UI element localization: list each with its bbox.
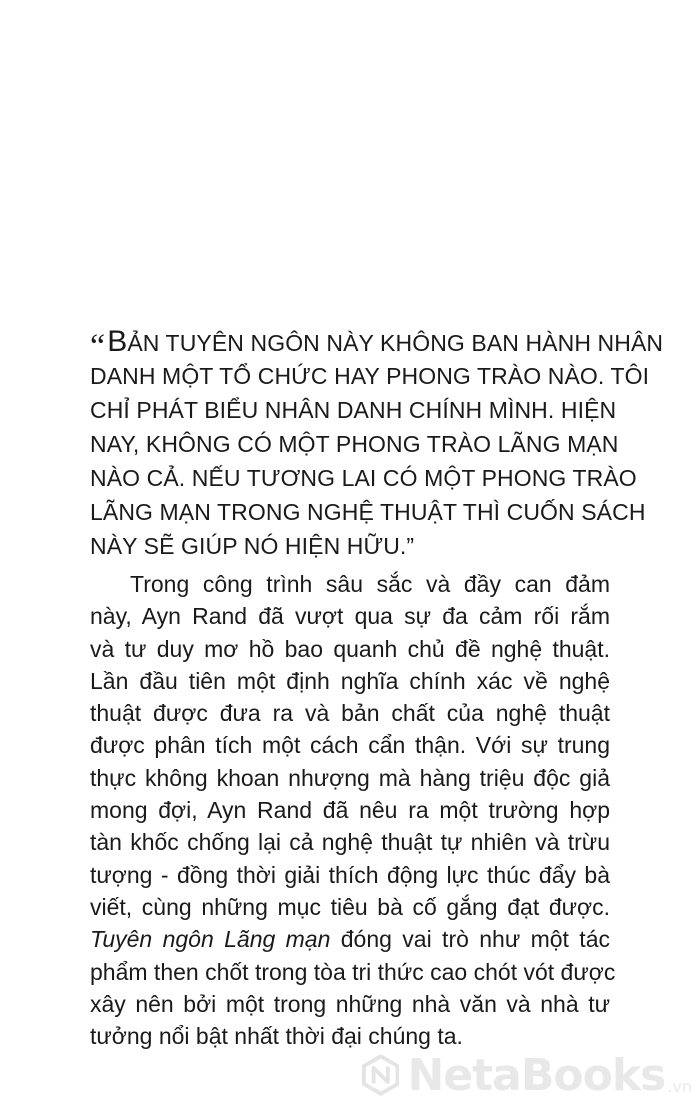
body-line: viết, cùng những mục tiêu bà cố gắng đạt được. <box>90 893 610 920</box>
book-title-italic: Tuyên ngôn Lãng mạn <box>90 926 331 953</box>
body-line: mong đợi, Ayn Rand đã nêu ra một trường hợp <box>90 797 610 824</box>
body-line: xây nên bởi một trong những nhà văn và nhà tư <box>90 990 610 1017</box>
body-line: thực không khoan nhượng mà hàng triệu độc giả <box>90 764 610 791</box>
quote-initial: B <box>107 325 128 358</box>
body-line: tàn khốc chống lại cả nghệ thuật tự nhiên và trừu <box>90 829 610 856</box>
quote-line-text: ẢN TUYÊN NGÔN NÀY KHÔNG BAN HÀNH NHÂN <box>127 330 664 356</box>
quote-line: NAY, KHÔNG CÓ MỘT PHONG TRÀO LÃNG MẠN <box>90 431 619 457</box>
body-line: và tư duy mơ hồ bao quanh chủ đề nghệ thuật. <box>90 635 610 662</box>
body-line: Trong công trình sâu sắc và đầy can đảm <box>130 571 610 597</box>
body-line: được phân tích một cách cẩn thận. Với sự trung <box>90 732 610 759</box>
body-line: này, Ayn Rand đã vượt qua sự đa cảm rối rắm <box>90 603 610 630</box>
description-paragraph <box>90 568 616 1052</box>
publisher-watermark <box>362 1040 692 1110</box>
body-line: phẩm then chốt trong tòa tri thức cao chót vót được <box>90 958 616 985</box>
opening-quote-mark: “ <box>90 328 106 365</box>
body-line: thuật được đưa ra và bản chất của nghệ thuật <box>90 700 610 727</box>
watermark-brand: NetaBooks <box>407 1049 666 1101</box>
netabooks-logo-icon <box>362 1044 399 1106</box>
body-line <box>90 923 610 955</box>
watermark-suffix: .vn <box>667 1077 692 1096</box>
body-line-text: đóng vai trò như một tác <box>330 926 610 953</box>
body-line: Lần đầu tiên một định nghĩa chính xác về nghệ <box>90 667 610 694</box>
quote-line: LÃNG MẠN TRONG NGHỆ THUẬT THÌ CUỐN SÁCH <box>90 499 646 525</box>
body-line: tưởng nổi bật nhất thời đại chúng ta. <box>90 1023 463 1050</box>
quote-line: NÀY SẼ GIÚP NÓ HIỆN HỮU.” <box>90 533 415 559</box>
quote-line: NÀO CẢ. NẾU TƯƠNG LAI CÓ MỘT PHONG TRÀO <box>90 465 637 491</box>
epigraph-quote <box>90 325 664 563</box>
quote-line <box>90 325 664 365</box>
quote-line: CHỈ PHÁT BIỂU NHÂN DANH CHÍNH MÌNH. HIỆN <box>90 397 617 423</box>
quote-line: DANH MỘT TỔ CHỨC HAY PHONG TRÀO NÀO. TÔI <box>90 363 650 389</box>
body-line: tượng - đồng thời giải thích động lực thúc đẩy bà <box>90 861 610 888</box>
